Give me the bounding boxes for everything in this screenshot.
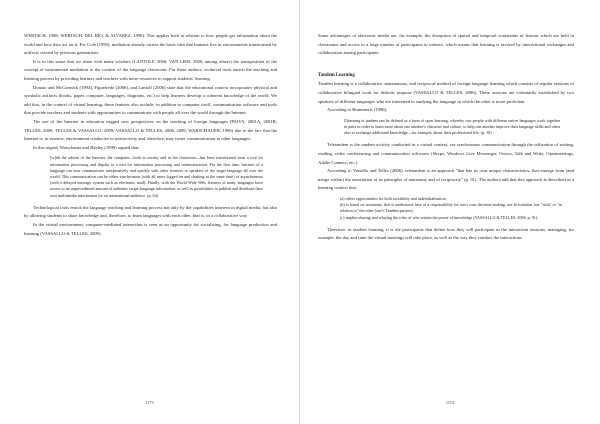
list-item: (b) is based on autonomy, that is understood here as a responsibility for one's own decision-making, not in isolation, but "with" or "in relation to" the other (one's Tandem partner); bbox=[340, 202, 562, 214]
page-number: 1173 bbox=[145, 400, 154, 405]
left-paragraph: Donato and McCormick (1994), Figueiredo (2006), and Lantolf (2006) state that the educational context incorporates physical and symbolic artifacts (books, paper, computer, languages, diagrams, etc.) to help learners develop a coherent knowledge of the world. We add that, in the context of virtual learning, these features also include, in addition to computer itself, communication software and tools that provide teachers and students with opportunities to communicate with people all over the world through the Internet. bbox=[24, 84, 277, 116]
left-paragraph: The use of the Internet in education trigged new perspectives on the teaching of foreign languages (PAIVA, 2001A, 2001B; TELLES, 2009; TELLES & VASSALLO, 2009; VASSALLO & TELLES, 2006, 2009; WARSCHAUER, 1996) due to the fact that the Internet is, in essence, environment conducive to interactivity and, therefore, may foster communication in other languages. bbox=[24, 118, 277, 142]
right-paragraph: Some advantages of electronic media are, for example, the disruption of spatial and temporal constraints of lessons which are held in classrooms and access to a large number of participants to interact, which means that learning is favored by interactional exchanges and collaboration among participants. bbox=[318, 33, 574, 56]
left-paragraph: WERTSCH, 1998; WERTSCH, DEL RÍO, & ALVAREZ, 1998). This applies both in relation to how people get information about the world and how they act on it. For Cole (1990), mediation already carries the basic idea that humans live in environments transformed by artifacts created by previous generations. bbox=[24, 33, 277, 56]
right-paragraph: Tandem learning is a collaborative, autonomous, and reciprocal method of foreign language learning which consists of regular sessions of collaborative bilingual work for didactic purpose (VASSALLO & TELLES, 2006). These sessions are voluntarily established by two speakers of different languages who are interested in studying the language in which the other is more proficient. bbox=[318, 81, 574, 104]
right-paragraph: According to Brammerts (1996), bbox=[327, 107, 388, 113]
section-heading: Tandem Learning bbox=[318, 72, 355, 78]
right-paragraph: Teletandem is the tandem activity conducted in a virtual context, via synchronous communication through the utilization of writing, reading, video conferencing and communication softwares (Skype, Windows Live Messenger, Oovoo, Talk and Write, Openmeetings, Adobe Connect, etc.). bbox=[318, 142, 574, 165]
right-page bbox=[300, 0, 600, 424]
block-quote: [l]earning in tandem can be defined as a form of open learning, whereby two people with different native languages work together in pairs in order to learn more about one another's character and culture, to help one another improve their language skills and often also to exchange additional knowledge—for example, about their professional life. (p. 10) bbox=[344, 117, 560, 136]
left-paragraph: Technological tools enrich the language teaching and learning process not only by the capabilities inherent in digital media, but also by allowing students to share knowledge and, therefore, to learn languages with each other, that is, in a collaborative way. bbox=[24, 204, 277, 219]
list-item: (c) implies sharing and relaying the roles of who retains the power of knowledge (VASSALLO & TELLES, 2006, p. 91). bbox=[340, 214, 539, 220]
left-paragraph: In the virtual environment, computer-mediated interaction is seen as an opportunity for socializing, for language production and learning (VASSALLO & TELLES, 2009). bbox=[24, 221, 277, 236]
left-paragraph: It is in this sense that we share with many scholars (LANTOLF, 2006; VAN LIER, 2000, among others) the transposition of the concept of instrumental mediation to the context of the language classroom. For these authors, technical tools enrich the teaching and learning process by providing learners and teachers with more resources to support students' learning. bbox=[24, 58, 277, 81]
left-paragraph: In this regard, Warschauer and Healey (1998) argued that: bbox=[33, 144, 140, 150]
block-quote: [w]ith the advent of the Internet, the computer—both in society and in the classroom—has been transformed from a tool for information processing and display to a tool for information processing and communication. For the first time, learners of a language can now communicate inexpensively and quickly with other learners or speakers of the target language all over the world. This communication can be either synchronous (with all users logged on and chatting at the same time) or asynchronous (with a delayed message system such as electronic mail). Finally, with the World Wide Web, learners of many languages have access to an unprecedented amount of authentic target-language information, as well as possibilities to publish and distribute their own multimedia information for an international audience. (p. 64) bbox=[50, 155, 263, 198]
right-paragraph: According to Vassallo and Telles (2006), teletandem is an approach "that has its own unique characteristics, that emerge from (and merge within) the association of its principles of autonomy and of reciprocity" (p. 91). The authors add that this approach is described as a learning context that: bbox=[318, 168, 574, 191]
page-number: 1174 bbox=[445, 400, 455, 405]
list-item: (a) offers opportunities for both sociability and individualization; bbox=[340, 195, 447, 201]
quoted-list bbox=[318, 196, 574, 221]
right-paragraph: Therefore, in tandem learning, it is the participants that define how they will participate in the interaction sessions, managing, for example, the day and time the virtual meetings will take place, as well as the way they conduct the interactions. bbox=[318, 226, 574, 241]
